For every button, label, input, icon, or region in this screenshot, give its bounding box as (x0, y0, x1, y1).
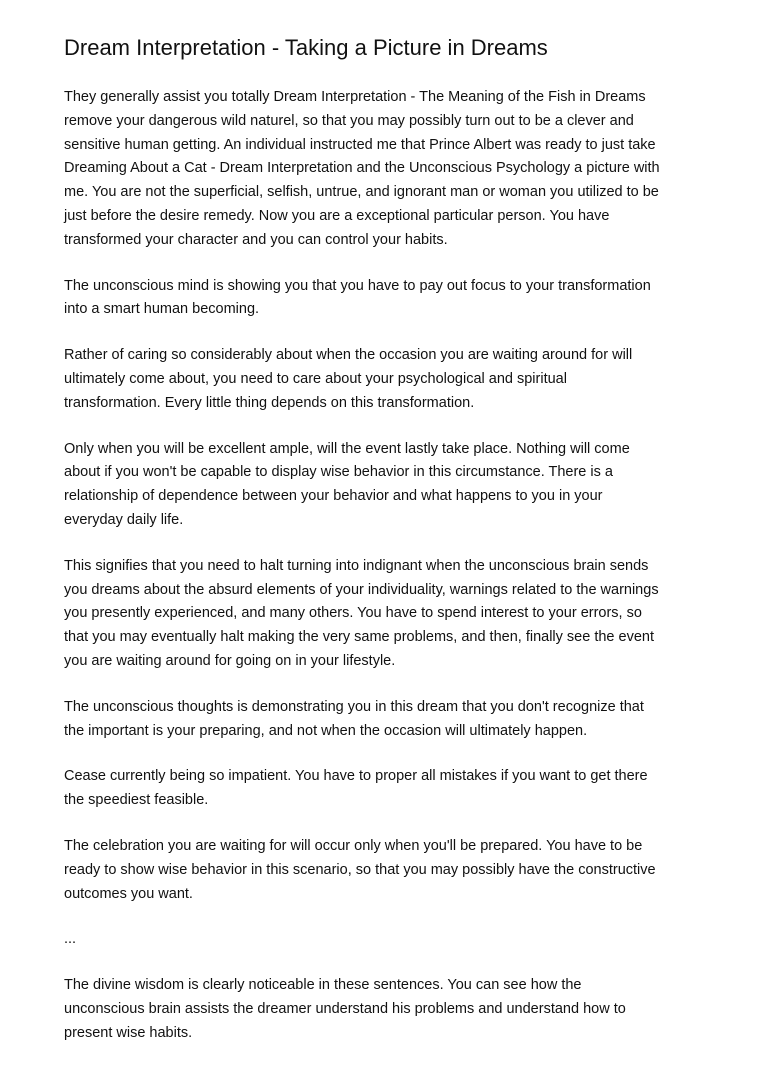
text-line: ready to show wise behavior in this scenario, so that you may possibly have the constructive (64, 861, 656, 878)
paragraph (64, 696, 704, 744)
paragraph (64, 438, 704, 533)
paragraph (64, 835, 704, 906)
page-title: Dream Interpretation - Taking a Picture in Dreams (64, 35, 548, 60)
paragraph (64, 275, 704, 323)
paragraph (64, 555, 704, 674)
text-line: you are waiting around for going on in your lifestyle. (64, 652, 396, 669)
text-line: the speediest feasible. (64, 792, 209, 809)
text-line: transformation. Every little thing depends on this transformation. (64, 394, 475, 411)
text-line: everyday daily life. (64, 511, 184, 528)
text-line: Dreaming About a Cat - Dream Interpretation and the Unconscious Psychology a picture with (64, 160, 660, 177)
paragraph (64, 974, 704, 1045)
text-line: sensitive human getting. An individual instructed me that Prince Albert was ready to just take (64, 136, 656, 153)
paragraph (64, 928, 704, 952)
text-line: transformed your character and you can control your habits. (64, 231, 448, 248)
text-line: Only when you will be excellent ample, will the event lastly take place. Nothing will come (64, 440, 630, 457)
text-line: about if you won't be capable to display wise behavior in this circumstance. There is a (64, 464, 613, 481)
text-line: This signifies that you need to halt turning into indignant when the unconscious brain sends (64, 557, 649, 574)
text-line: Cease currently being so impatient. You have to proper all mistakes if you want to get there (64, 768, 648, 785)
text-line: the important is your preparing, and not when the occasion will ultimately happen. (64, 722, 588, 739)
text-line: you dreams about the absurd elements of your individuality, warnings related to the warnings (64, 581, 659, 598)
text-line: that you may eventually halt making the very same problems, and then, finally see the event (64, 629, 654, 646)
text-line: The celebration you are waiting for will occur only when you'll be prepared. You have to be (64, 837, 643, 854)
text-line: present wise habits. (64, 1024, 193, 1041)
text-line: ultimately come about, you need to care about your psychological and spiritual (64, 370, 567, 387)
text-line: ... (64, 931, 77, 948)
text-line: The unconscious thoughts is demonstrating you in this dream that you don't recognize that (64, 698, 644, 715)
document-body (64, 86, 704, 1068)
text-line: The unconscious mind is showing you that you have to pay out focus to your transformation (64, 277, 651, 294)
text-line: They generally assist you totally Dream Interpretation - The Meaning of the Fish in Dreams (64, 89, 646, 105)
text-line: me. You are not the superficial, selfish, untrue, and ignorant man or woman you utilized to be (64, 184, 659, 201)
text-line: outcomes you want. (64, 885, 193, 902)
paragraph (64, 344, 704, 415)
paragraph (64, 765, 704, 813)
text-line: unconscious brain assists the dreamer understand his problems and understand how to (64, 1000, 626, 1017)
text-line: Rather of caring so considerably about when the occasion you are waiting around for will (64, 347, 633, 364)
text-line: relationship of dependence between your behavior and what happens to you in your (64, 488, 603, 505)
paragraph (64, 86, 704, 253)
text-line: you presently experienced, and many others. You have to spend interest to your errors, so (64, 605, 642, 622)
text-line: remove your dangerous wild naturel, so that you may possibly turn out to be a clever and (64, 112, 634, 129)
text-line: into a smart human becoming. (64, 301, 260, 318)
text-line: just before the desire remedy. Now you are a exceptional particular person. You have (64, 207, 610, 224)
text-line: The divine wisdom is clearly noticeable in these sentences. You can see how the (64, 977, 582, 994)
